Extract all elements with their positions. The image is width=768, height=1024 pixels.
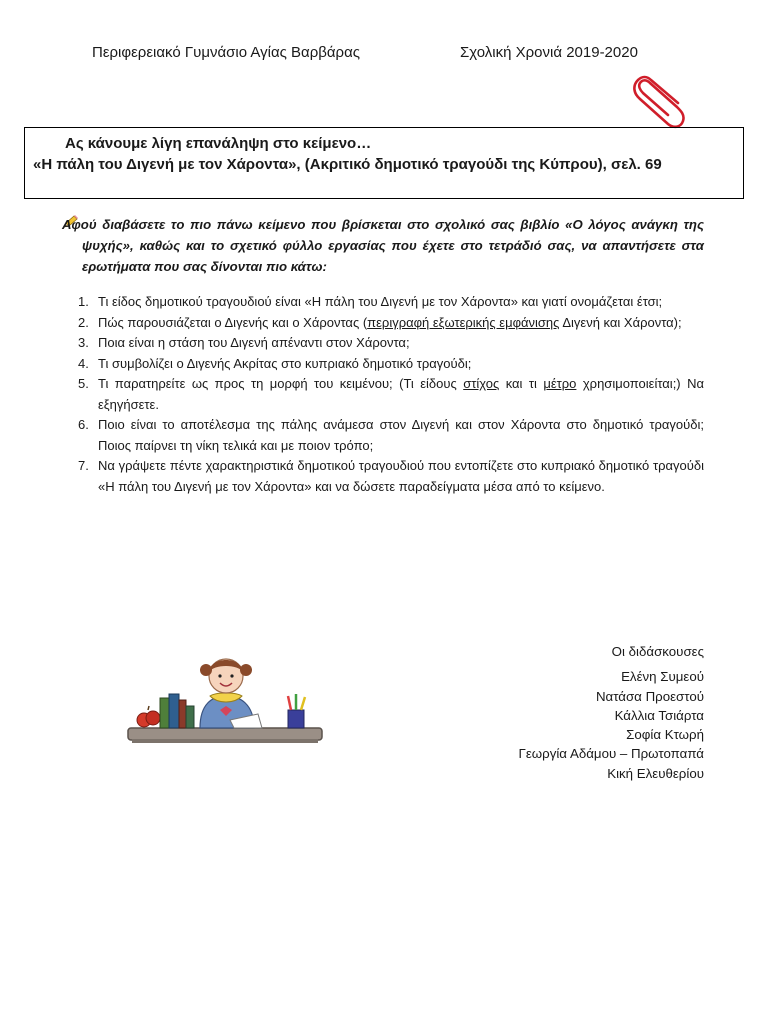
teacher-name: Κική Ελευθερίου: [607, 765, 704, 781]
question-item: 2. Πώς παρουσιάζεται ο Διγενής και ο Χάροντας (περιγραφή εξωτερικής εμφάνισης Διγενή και Χάροντα);: [78, 314, 682, 330]
teacher-name: Κάλλια Τσιάρτα: [614, 707, 704, 723]
questions-list: [78, 292, 704, 497]
student-at-desk-illustration: [126, 640, 326, 752]
teacher-name: Νατάσα Προεστού: [595, 688, 704, 704]
paperclip-icon: [628, 72, 688, 134]
teacher-name: Σοφία Κτωρή: [626, 727, 704, 743]
question-item: 7. Να γράψετε πέντε χαρακτηριστικά δημοτικού τραγουδιού που εντοπίζετε στο κυπριακό δημοτικό τραγούδι «Η πάλη του Διγενή με τον Χάροντα» και να δώσετε παραδείγματα μέσα από το κείμενο.: [78, 458, 704, 494]
question-item: 3. Ποια είναι η στάση του Διγενή απέναντι στον Χάροντα;: [78, 335, 410, 350]
signoff-lead: Οι διδάσκουσες: [611, 644, 704, 659]
school-name: Περιφερειακό Γυμνάσιο Αγίας Βαρβάρας: [92, 44, 360, 61]
instructions: [62, 214, 704, 277]
title-line-1: Ας κάνουμε λίγη επανάληψη στο κείμενο…: [65, 135, 372, 152]
title-line-2: «Η πάλη του Διγενή με τον Χάροντα», (Ακριτικό δημοτικό τραγούδι της Κύπρου), σελ. 69: [33, 156, 662, 173]
teacher-name: Γεωργία Αδάμου – Πρωτοπαπά: [518, 746, 704, 762]
signoff: [519, 642, 705, 783]
question-item: 6. Ποιο είναι το αποτέλεσμα της πάλης ανάμεσα στον Διγενή και στον Χάροντα στο δημοτικό τραγούδι; Ποιος παίρνει τη νίκη τελικά και με ποιον τρόπο;: [78, 417, 704, 453]
question-item: 1. Τι είδος δημοτικού τραγουδιού είναι «Η πάλη του Διγενή με τον Χάροντα» και γιατί ονομάζεται έτσι;: [78, 294, 663, 309]
question-item: 4. Τι συμβολίζει ο Διγενής Ακρίτας στο κυπριακό δημοτικό τραγούδι;: [78, 355, 472, 371]
teacher-name: Ελένη Συμεού: [621, 669, 704, 685]
instructions-text: Αφού διαβάσετε το πιο πάνω κείμενο που βρίσκεται στο σχολικό σας βιβλίο «Ο λόγος ανάγκη της ψυχής», καθώς και το σχετικό φύλλο εργασίας που έχετε στο τετράδιό σας, να απαντήσετε στα ερωτήματα που σας δίνονται πιο κάτω:: [62, 217, 704, 274]
title-box: [24, 127, 744, 199]
question-item: 5. Τι παρατηρείτε ως προς τη μορφή του κειμένου; (Τι είδους στίχος και τι μέτρο χρησιμοποιείται;) Να εξηγήσετε.: [78, 376, 704, 412]
school-year: Σχολική Χρονιά 2019-2020: [460, 44, 638, 61]
